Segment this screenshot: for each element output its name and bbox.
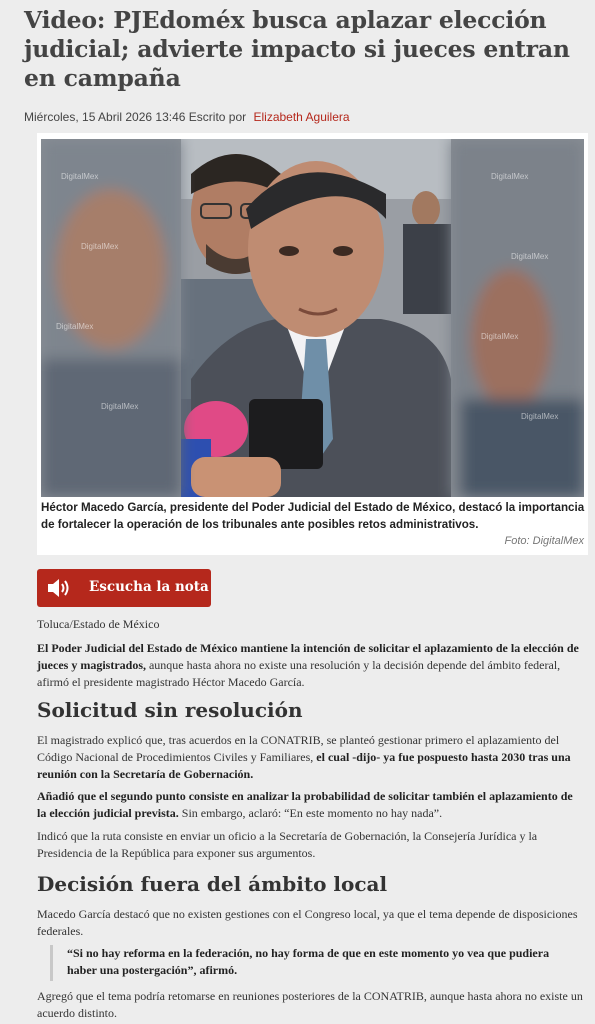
svg-text:DigitalMex: DigitalMex (481, 332, 519, 341)
written-by-label: Escrito por (188, 110, 247, 124)
speaker-icon (46, 577, 72, 599)
lead-paragraph (37, 640, 585, 691)
paragraph-4: Indicó que la ruta consiste en enviar un oficio a la Secretaría de Gobernación, la Consejería Jurídica y la Presidencia de la República para exponer sus argumentos. (37, 829, 538, 860)
svg-text:DigitalMex: DigitalMex (101, 402, 139, 411)
article-title: Video: PJEdoméx busca aplazar elección judicial; advierte impacto si jueces entran en campaña (24, 6, 570, 92)
listen-button-label: Escucha la nota (89, 579, 209, 595)
svg-text:DigitalMex: DigitalMex (521, 412, 559, 421)
blockquote: “Si no hay reforma en la federación, no hay forma de que en este momento yo vea que pudiera haber una postergación”, afirmó. (50, 945, 580, 981)
photo-caption: Héctor Macedo García, presidente del Poder Judicial del Estado de México, destacó la importancia de fortalecer la operación de los tribunales ante posibles retos administrativos. (41, 501, 585, 531)
svg-text:DigitalMex: DigitalMex (81, 242, 119, 251)
paragraph-6: Agregó que el tema podría retomarse en reuniones posteriores de la CONATRIB, aunque hasta ahora no existe un acuerdo distinto. (37, 989, 583, 1020)
svg-text:DigitalMex: DigitalMex (491, 172, 529, 181)
section-heading-2: Decisión fuera del ámbito local (37, 872, 388, 896)
dateline: Toluca/Estado de México (37, 617, 160, 631)
svg-text:DigitalMex: DigitalMex (61, 172, 99, 181)
paragraph-2-text: El magistrado explicó que, tras acuerdos en la CONATRIB, se planteó gestionar primero el aplazamiento del Código Nacional de Procedimientos Civiles y Familiares, (37, 733, 560, 764)
photo-credit: Foto: DigitalMex (504, 535, 584, 547)
paragraph-2 (37, 732, 585, 783)
article-meta (24, 110, 350, 124)
paragraph-3-text: Sin embargo, aclaró: “En este momento no hay nada”. (178, 806, 443, 820)
section-heading-1: Solicitud sin resolución (37, 698, 303, 722)
listen-button[interactable] (37, 569, 211, 607)
article-photo (41, 139, 584, 497)
article-figure (37, 133, 588, 555)
author-link[interactable]: Elizabeth Aguilera (253, 110, 350, 124)
paragraph-2-bold-text: el cual -dijo- ya fue pospuesto hasta 2030 tras una reunión con la Secretaría de Gobernación. (37, 750, 571, 781)
lead-bold-text: El Poder Judicial del Estado de México mantiene la intención de solicitar el aplazamiento de la elección de jueces y magistrados, (37, 641, 579, 672)
publish-date: Miércoles, 15 Abril 2026 13:46 (24, 110, 186, 124)
svg-text:DigitalMex: DigitalMex (56, 322, 94, 331)
paragraph-5: Macedo García destacó que no existen gestiones con el Congreso local, ya que el tema depende de disposiciones federales. (37, 907, 578, 938)
paragraph-3 (37, 788, 585, 822)
paragraph-3-bold-text: Añadió que el segundo punto consiste en analizar la probabilidad de solicitar también el aplazamiento de la elección judicial prevista. (37, 789, 573, 820)
svg-text:DigitalMex: DigitalMex (511, 252, 549, 261)
lead-text: aunque hasta ahora no existe una resolución y la decisión depende del ámbito federal, afirmó el presidente magistrado Héctor Macedo García. (37, 658, 561, 689)
